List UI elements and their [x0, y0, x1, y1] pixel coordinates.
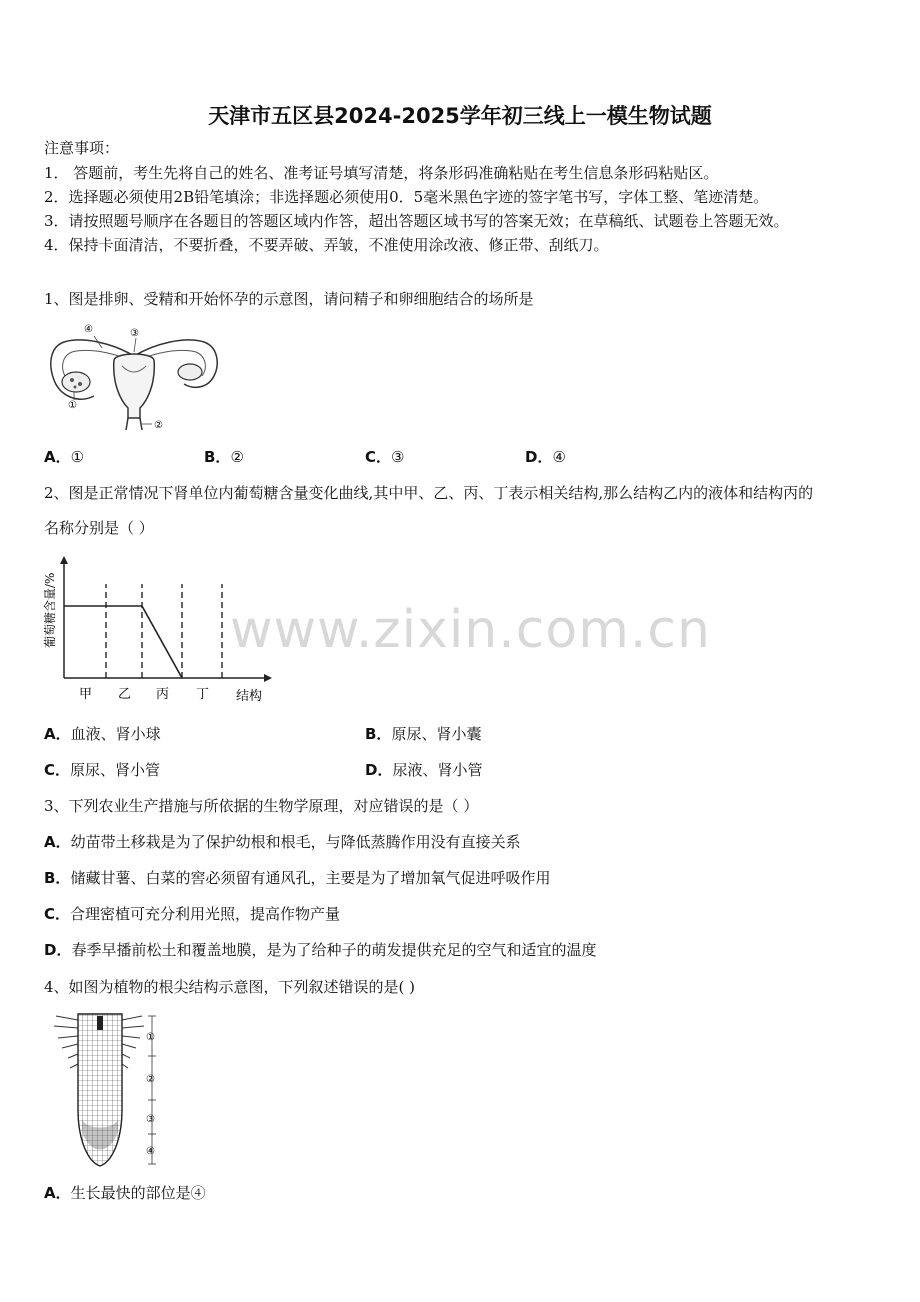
q3-stem: 3、下列农业生产措施与所依据的生物学原理，对应错误的是（ ） [44, 797, 479, 815]
chart-y-axis-label: 葡萄糖含量/% [43, 572, 57, 648]
q2-option-b[interactable]: B．原尿、肾小囊 [365, 725, 482, 743]
q4-stem: 4、如图为植物的根尖结构示意图，下列叙述错误的是( ) [44, 978, 416, 996]
chart-category-label: 乙 [118, 687, 132, 702]
q4-fig-label-3: ③ [146, 1114, 155, 1125]
glucose-chart [40, 552, 280, 708]
watermark: www.zixin.com.cn [230, 600, 711, 660]
q1-fig-label-3: ③ [130, 328, 139, 339]
q2-stem-line1: 2、图是正常情况下肾单位内葡萄糖含量变化曲线,其中甲、乙、丙、丁表示相关结构,那么结构乙内的液体和结构丙的 [44, 484, 814, 502]
page-title: 天津市五区县2024-2025学年初三线上一模生物试题 [208, 104, 712, 128]
q3-option-a[interactable]: A．幼苗带土移栽是为了保护幼根和根毛，与降低蒸腾作用没有直接关系 [44, 833, 521, 851]
q1-fig-label-1: ① [68, 400, 77, 411]
notice-item-4: 4．保持卡面清洁，不要折叠，不要弄破、弄皱，不准使用涂改液、修正带、刮纸刀。 [44, 236, 609, 254]
chart-series-line [64, 606, 182, 678]
q3-option-c[interactable]: C．合理密植可充分利用光照，提高作物产量 [44, 905, 341, 923]
q2-stem-line2: 名称分别是（ ） [44, 519, 154, 537]
chart-y-axis-arrow [60, 556, 68, 564]
q1-fig-label-4: ④ [84, 324, 93, 335]
q3-option-b[interactable]: B．储藏甘薯、白菜的窖必须留有通风孔，主要是为了增加氧气促进呼吸作用 [44, 869, 551, 887]
q1-option-a[interactable]: A．① [44, 448, 85, 466]
notice-heading: 注意事项： [44, 139, 120, 157]
q3-option-d[interactable]: D．春季早播前松土和覆盖地膜，是为了给种子的萌发提供充足的空气和适宜的温度 [44, 941, 597, 959]
chart-x-axis-arrow [264, 674, 272, 682]
q2-option-a[interactable]: A．血液、肾小球 [44, 725, 161, 743]
q1-option-d[interactable]: D．④ [525, 448, 566, 466]
q1-stem: 1、图是排卵、受精和开始怀孕的示意图，请问精子和卵细胞结合的场所是 [44, 290, 534, 308]
chart-category-label: 丁 [196, 687, 210, 702]
chart-category-label: 丙 [156, 687, 170, 702]
chart-x-axis-label: 结构 [236, 689, 263, 704]
q4-fig-label-1: ① [146, 1032, 155, 1043]
q1-fig-label-2: ② [154, 420, 163, 431]
q4-fig-label-4: ④ [146, 1146, 155, 1157]
q1-option-b[interactable]: B．② [204, 448, 244, 466]
root-tip-diagram [48, 1010, 168, 1170]
notice-item-1: 1． 答题前，考生先将自己的姓名、准考证号填写清楚，将条形码准确粘贴在考生信息条形码粘贴区。 [44, 164, 719, 182]
q1-option-c[interactable]: C．③ [365, 448, 405, 466]
q4-option-a[interactable]: A．生长最快的部位是④ [44, 1184, 206, 1202]
q2-option-c[interactable]: C．原尿、肾小管 [44, 761, 161, 779]
notice-item-3: 3．请按照题号顺序在各题目的答题区域内作答，超出答题区域书写的答案无效；在草稿纸、试题卷上答题无效。 [44, 212, 789, 230]
uterus-diagram [44, 322, 224, 434]
q2-option-d[interactable]: D．尿液、肾小管 [365, 761, 483, 779]
q4-fig-label-2: ② [146, 1074, 155, 1085]
notice-item-2: 2．选择题必须使用2B铅笔填涂；非选择题必须使用0．5毫米黑色字迹的签字笔书写，字体工整、笔迹清楚。 [44, 188, 769, 206]
chart-category-label: 甲 [79, 687, 93, 702]
